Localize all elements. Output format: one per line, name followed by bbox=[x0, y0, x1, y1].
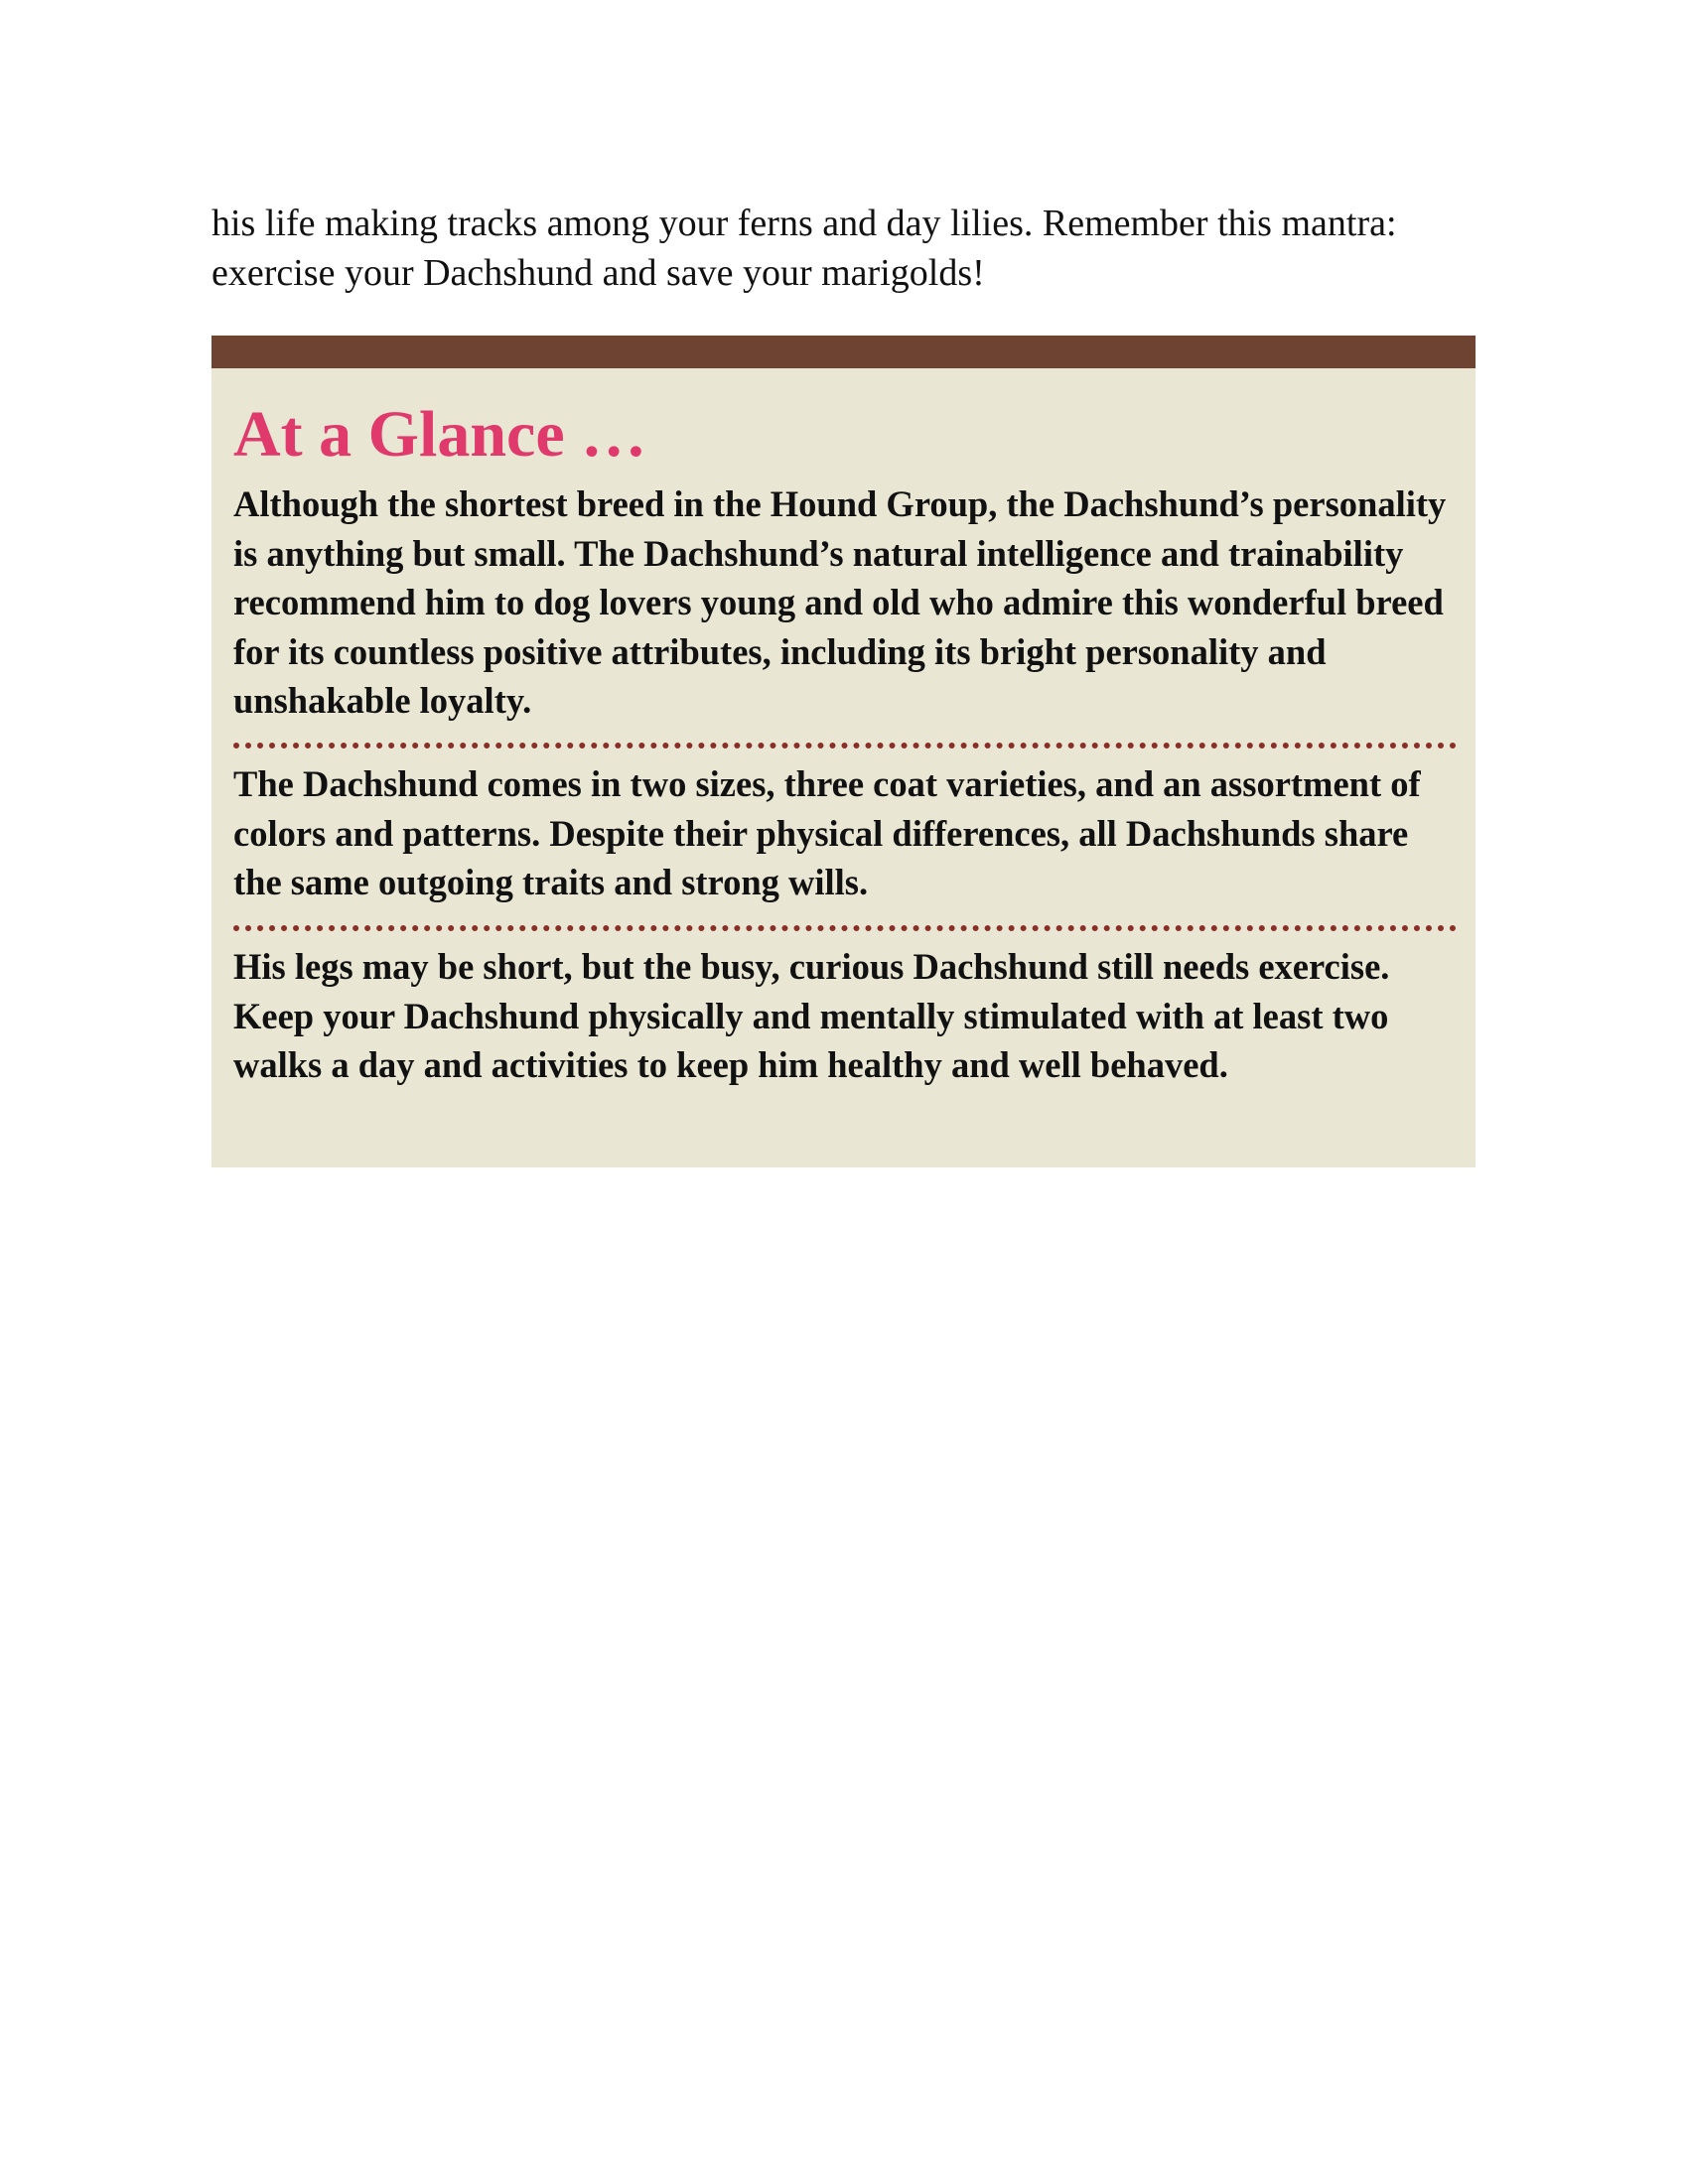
intro-paragraph: his life making tracks among your ferns and day lilies. Remember this mantra: exercise your Dachshund and save your marigolds! bbox=[211, 203, 1397, 294]
sidebar-paragraph-personality: Although the shortest breed in the Hound Group, the Dachshund’s personality is anything but small. The Dachshund’s natural intelligence and trainability recommend him to dog lovers young and old who admire this wonderful breed for its countless positive attributes, including its bright personality and unshakable loyalty. bbox=[233, 483, 1447, 721]
sidebar-header-bar bbox=[211, 336, 1476, 368]
dotted-divider bbox=[233, 925, 1457, 931]
sidebar-paragraph-exercise: His legs may be short, but the busy, curious Dachshund still needs exercise. Keep your Dachshund physically and mentally stimulated with at least two walks a day and activities to keep him healthy and well behaved. bbox=[233, 946, 1390, 1085]
dotted-divider bbox=[233, 743, 1457, 749]
sidebar-title: At a Glance … bbox=[233, 398, 647, 471]
sidebar-paragraph-varieties: The Dachshund comes in two sizes, three coat varieties, and an assortment of colors and patterns. Despite their physical differences, all Dachshunds share the same outgoing traits and strong wills. bbox=[233, 763, 1421, 902]
at-a-glance-sidebar bbox=[211, 336, 1476, 1167]
